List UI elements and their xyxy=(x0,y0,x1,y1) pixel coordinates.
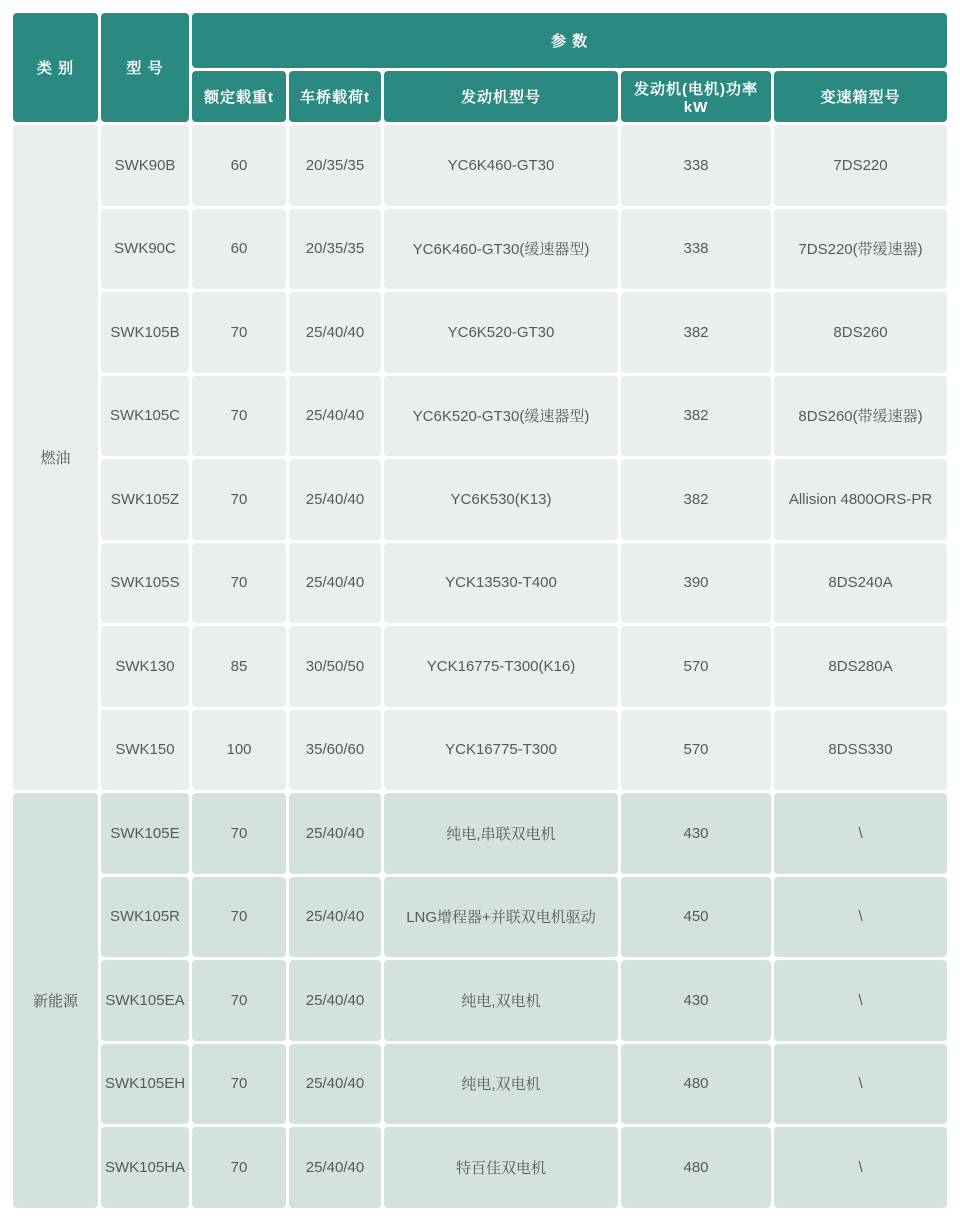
cell-rated-load: 60 xyxy=(192,209,286,290)
cell-engine-power: 338 xyxy=(621,125,771,206)
cell-engine-model: 纯电,串联双电机 xyxy=(384,793,618,874)
cell-category: 新能源 xyxy=(13,793,98,1208)
cell-engine-model: 纯电,双电机 xyxy=(384,960,618,1041)
col-header-rated-load: 额定载重t xyxy=(192,71,286,122)
cell-model: SWK90B xyxy=(101,125,189,206)
vehicle-spec-table xyxy=(10,10,950,1211)
cell-model: SWK105B xyxy=(101,292,189,373)
cell-model: SWK130 xyxy=(101,626,189,707)
cell-gearbox-model: 8DSS330 xyxy=(774,710,947,791)
cell-gearbox-model: 8DS260(带缓速器) xyxy=(774,376,947,457)
cell-gearbox-model: 7DS220 xyxy=(774,125,947,206)
cell-engine-model: 特百佳双电机 xyxy=(384,1127,618,1208)
table-row xyxy=(13,626,947,707)
cell-gearbox-model: \ xyxy=(774,960,947,1041)
cell-engine-power: 570 xyxy=(621,710,771,791)
cell-gearbox-model: 7DS220(带缓速器) xyxy=(774,209,947,290)
cell-rated-load: 70 xyxy=(192,877,286,958)
cell-axle-load: 25/40/40 xyxy=(289,543,381,624)
table-row xyxy=(13,710,947,791)
cell-engine-power: 570 xyxy=(621,626,771,707)
cell-model: SWK105S xyxy=(101,543,189,624)
cell-axle-load: 25/40/40 xyxy=(289,376,381,457)
cell-axle-load: 25/40/40 xyxy=(289,292,381,373)
cell-model: SWK150 xyxy=(101,710,189,791)
cell-engine-model: YCK13530-T400 xyxy=(384,543,618,624)
cell-axle-load: 20/35/35 xyxy=(289,209,381,290)
col-header-engine-model: 发动机型号 xyxy=(384,71,618,122)
cell-rated-load: 70 xyxy=(192,292,286,373)
cell-model: SWK105R xyxy=(101,877,189,958)
cell-engine-model: YC6K520-GT30(缓速器型) xyxy=(384,376,618,457)
col-header-axle-load: 车桥载荷t xyxy=(289,71,381,122)
table-row xyxy=(13,1127,947,1208)
table-row xyxy=(13,125,947,206)
table-row xyxy=(13,292,947,373)
cell-engine-power: 480 xyxy=(621,1127,771,1208)
cell-engine-model: YC6K520-GT30 xyxy=(384,292,618,373)
table-row xyxy=(13,793,947,874)
cell-category: 燃油 xyxy=(13,125,98,790)
cell-axle-load: 25/40/40 xyxy=(289,1127,381,1208)
cell-model: SWK105EA xyxy=(101,960,189,1041)
col-header-gearbox-model: 变速箱型号 xyxy=(774,71,947,122)
cell-model: SWK105Z xyxy=(101,459,189,540)
cell-rated-load: 70 xyxy=(192,459,286,540)
cell-rated-load: 100 xyxy=(192,710,286,791)
cell-engine-power: 382 xyxy=(621,459,771,540)
cell-gearbox-model: 8DS260 xyxy=(774,292,947,373)
table-row xyxy=(13,376,947,457)
cell-gearbox-model: \ xyxy=(774,877,947,958)
cell-engine-power: 338 xyxy=(621,209,771,290)
cell-rated-load: 70 xyxy=(192,960,286,1041)
col-header-params-group: 参 数 xyxy=(192,13,947,68)
cell-gearbox-model: \ xyxy=(774,1044,947,1125)
cell-model: SWK90C xyxy=(101,209,189,290)
cell-engine-model: LNG增程器+并联双电机驱动 xyxy=(384,877,618,958)
cell-engine-model: YC6K530(K13) xyxy=(384,459,618,540)
cell-axle-load: 25/40/40 xyxy=(289,877,381,958)
cell-engine-model: YCK16775-T300(K16) xyxy=(384,626,618,707)
cell-engine-power: 480 xyxy=(621,1044,771,1125)
cell-engine-power: 450 xyxy=(621,877,771,958)
cell-rated-load: 70 xyxy=(192,1127,286,1208)
table-row xyxy=(13,209,947,290)
cell-model: SWK105C xyxy=(101,376,189,457)
cell-rated-load: 60 xyxy=(192,125,286,206)
cell-gearbox-model: \ xyxy=(774,793,947,874)
cell-gearbox-model: Allision 4800ORS-PR xyxy=(774,459,947,540)
cell-rated-load: 70 xyxy=(192,543,286,624)
cell-engine-model: YCK16775-T300 xyxy=(384,710,618,791)
cell-engine-model: 纯电,双电机 xyxy=(384,1044,618,1125)
col-header-engine-power: 发动机(电机)功率kW xyxy=(621,71,771,122)
cell-rated-load: 70 xyxy=(192,1044,286,1125)
cell-engine-power: 430 xyxy=(621,960,771,1041)
table-row xyxy=(13,543,947,624)
cell-engine-model: YC6K460-GT30 xyxy=(384,125,618,206)
cell-engine-power: 382 xyxy=(621,292,771,373)
cell-gearbox-model: 8DS280A xyxy=(774,626,947,707)
cell-engine-power: 390 xyxy=(621,543,771,624)
table-row xyxy=(13,459,947,540)
table-row xyxy=(13,1044,947,1125)
cell-axle-load: 25/40/40 xyxy=(289,1044,381,1125)
cell-model: SWK105EH xyxy=(101,1044,189,1125)
cell-rated-load: 70 xyxy=(192,793,286,874)
cell-model: SWK105E xyxy=(101,793,189,874)
cell-axle-load: 35/60/60 xyxy=(289,710,381,791)
table-row xyxy=(13,960,947,1041)
col-header-model: 型 号 xyxy=(101,13,189,122)
cell-rated-load: 85 xyxy=(192,626,286,707)
cell-gearbox-model: 8DS240A xyxy=(774,543,947,624)
cell-axle-load: 25/40/40 xyxy=(289,793,381,874)
cell-engine-power: 382 xyxy=(621,376,771,457)
cell-gearbox-model: \ xyxy=(774,1127,947,1208)
cell-axle-load: 25/40/40 xyxy=(289,960,381,1041)
col-header-category: 类 别 xyxy=(13,13,98,122)
cell-axle-load: 20/35/35 xyxy=(289,125,381,206)
cell-rated-load: 70 xyxy=(192,376,286,457)
cell-engine-model: YC6K460-GT30(缓速器型) xyxy=(384,209,618,290)
cell-engine-power: 430 xyxy=(621,793,771,874)
cell-axle-load: 30/50/50 xyxy=(289,626,381,707)
cell-axle-load: 25/40/40 xyxy=(289,459,381,540)
cell-model: SWK105HA xyxy=(101,1127,189,1208)
table-row xyxy=(13,877,947,958)
